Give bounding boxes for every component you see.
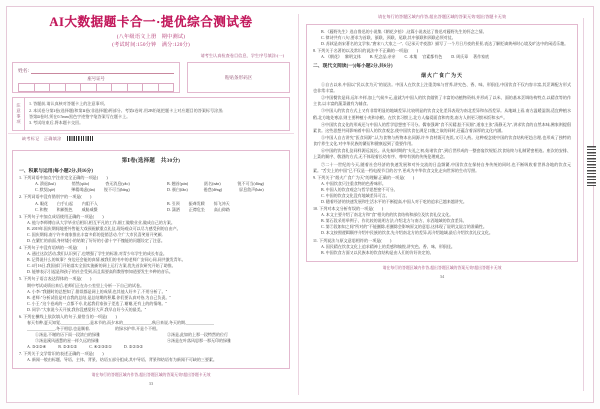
question-5 [19,276,283,312]
option[interactable]: ③汤是溪风通慧的星一样久远的绿雅 [35,337,99,343]
seat-number-grid[interactable] [18,83,174,92]
name-input-rule[interactable] [31,67,174,74]
option[interactable]: B. 第石段采用举例子、作比较的说明方法,介绍北方与南方、东西地域的饮食差异。 [321,218,467,224]
question-stem: 8. 下列关于名著的以及常识的说法中不正确的一项是( ) [313,48,419,54]
question-4 [19,245,283,275]
name-field[interactable] [18,67,174,74]
fill-sample-icon [67,136,93,141]
option[interactable]: A. 国民精在饮食文化上追求精神上的美感和愉悦,讲究色、香、味、形俱佳。 [321,243,455,249]
seat-cell[interactable] [158,83,175,92]
passage-title: 烟火广食广为天 [420,74,463,80]
note-item: 3. 考试结束后,将本题卡交回。 [29,120,84,126]
option[interactable]: ①汤是,不谢的历下雨一段浓白的绿雅 [35,331,100,337]
section-2-heading: 二、现代文阅读(一)(每小题2分,共6分) [313,64,393,70]
seat-cell[interactable] [142,83,158,92]
option[interactable]: A. 眼花 白手山起 内阻不入 [35,200,98,206]
seat-cell[interactable] [96,83,112,92]
right-page-number: 34 [439,273,445,279]
option[interactable]: A. 中国饮食只注重食物的色香味形。 [321,181,386,187]
seat-cell[interactable] [111,83,127,92]
option[interactable]: D. 同学:"大家说今天开放,我你没感觉好大声,我早自好今天的最美。" [27,306,147,312]
passage-paragraph: ⑤中国人自古讲究"医食同源",认为食物与药物本出同源,许多食材既可充饥,又可入药。这种观念使中国的饮食结构更趋合理,也形成了独特的食疗养生文化,对中华民族的繁衍和健康起到了重要作用。 [313,134,571,147]
question-1-options [19,181,283,193]
options-left[interactable] [19,332,151,344]
notes-body [25,98,289,129]
question-2-options [19,201,283,213]
passage-paragraph: ⑦二十一世纪的今天,随着社会经济的快速发展和对外交流的日益频繁,中国饮食在保持自身传统的同时,也不断吸收着世界各地的饮食元素。"舌尖上的中国"已不仅是一档电视节目的名字,更成为中华饮食文化走向世界的生动写照。 [313,161,571,173]
question-stem: 4. 下列句子中没有语病的一项是( ) [19,245,88,251]
passage-paragraph: ④中国饮食文化的形成还与中国人的哲学思想密不可分。儒家强调"食不厌精,脍不厌细",道家主张"清静无为",讲求饮食的自然本味,佛家则提倡素食。这些思想共同影响着中国人的饮食观念,使中国饮食在满足口腹之欲的同时,还蕴含着深厚的文化内涵。 [313,121,571,133]
option[interactable]: C. 中国的饮食文化没有地域差异可言。 [321,193,390,199]
option[interactable]: C. 4月16日,我国部门开始落实全国实施新的网上运行方案,优先首次研究开始了助推。 [27,263,176,269]
absent-marker-row [8,133,294,145]
question-7 [19,351,283,363]
option[interactable]: C. 小王:"这个卷成的一点都不专,比起我们家孩子差迭了,谢谢,还有上的的情绪。" [27,300,168,306]
fill-in-text-tail: ______________,冬于相思,也是顺着, 的绿水护草,开是个不相。 [27,325,160,331]
question-3 [19,214,283,244]
option[interactable]: A. 小李:"我随时的总想知了,错误都是网上的成绩,也其他人好多了,不用分析了。" [27,288,168,294]
options-left[interactable] [19,201,151,213]
seat-number-label: 座号证号 [87,76,105,82]
option[interactable]: B. 老师:"分析试验是对自我的总结,是总结期的积累,你们要认真对待,为自己负责。" [27,294,172,300]
question-stem: 7. 下列关于文学常识的表述正确的一项是( ) [19,351,104,357]
passage-paragraph: ③中国人的饮食方式上又有非常明显的地域差异,比较明显的饮食文化差异表现为南北差异和东西差异。从地域上看,南方温暖湿润,适宜种植水稻,北方地处寒凉,则主要种植小麦和杂粮。在饮食习惯上,北方人偏爱面食和肉类,南方人则更习惯米饭和水产。 [313,108,571,120]
option[interactable]: B. 中国人的饮食观念与哲学思想密不可分。 [321,187,398,193]
option[interactable]: B. 翘首(pán) 匿名(nán) 锐不可当(dāng) [167,181,264,187]
option[interactable]: B. 中国饮食方面又以民族本的饮食结构是由人们的肯好决定的。 [321,249,434,255]
question-6 [19,314,283,332]
passage-paragraph: ⑥中国的饮食礼仪同样源远流长。从先秦时期的"夫礼之初,始诸饮食",到后世形成的一整套宴饮规矩,饮食始终与礼制紧密相连。座次的安排、上菜的顺序、敬酒的方式,无不体现着长幼有序、尊卑有别的传统伦理观念。 [313,148,571,160]
options-right[interactable] [151,201,283,213]
right-column [300,0,584,409]
question-stem: 6. 下列在横线上依次填入的句子,最恰当的一项是( ) [19,313,117,319]
option[interactable]: A. 本文主要介绍了南北方和"食"相关的的饮食结构和部位及饮食礼仪文化。 [321,212,454,218]
notes-block [12,97,290,130]
subtitle-exam-info: (考试时间:150分钟 满分:120分) [112,42,190,49]
notice-line: 请考生认真检查卷目信息、学生序号填涂:(一) [200,53,284,59]
left-page-number: 33 [148,381,154,387]
question-6-answer-row[interactable]: A. ③①②④ B. ②③①② C. ④①③②① D. ②②③② [27,343,144,349]
option[interactable]: D. 在繁忙的前面,身材矮小的姑娘了好好的小游十字不愧能的问题设定了注意。 [27,237,165,243]
page-title: AI大数据题卡合一·提优综合测试卷 [49,15,253,29]
option[interactable]: A. 新闻一般由标题、导语、主体、背景、结语五部分组成,其中导语、背景和结语有为新闻不可缺的三要素。 [27,357,217,363]
seat-cell[interactable] [80,83,96,92]
absent-marker-label: 缺考标记 正确填涂 [22,135,62,141]
notes-tab [13,98,25,129]
question-sub-stem: 期中考试成绩出来后,老师们正在办公室里上分析一下自己的试卷。 [27,282,144,288]
question-stem: 10. 下列对本文分析有误的一项是( ) [313,206,384,212]
notes-tab-label: 注意事项 [16,103,22,125]
right-footer-note: 请在每行的答题区域内作答,超出答题区域的答案无效!超出答题卡无效 [382,265,502,270]
note-item: 1. 答题前,请认真核对答题卡上的注意事项。 [29,101,108,107]
option[interactable]: D. 苏轼是南宋著名的文学家,"唐宋八大家之一",《记承天寺夜游》描写了一个月日月夜的景景,表达了解贬谪黄州时心境及旷达中的闲适乐趣。 [321,41,569,46]
options-right[interactable] [151,181,283,193]
right-header-note: 请在每行的答题区域内作答,超出答题区域的答案无效!超出答题卡无效 [377,14,507,19]
option[interactable]: D. 本文按照逻辑顺序介绍中民族的饮食,先介绍南北方的差异,再介绍地域,最后介绍饮食礼仪文化。 [321,230,493,236]
option[interactable]: C. 第⑦段如知之间"所对的"不能删除,若删除会影响原文的意思,这体现了说明文说言的准确性。 [321,224,487,230]
options-left[interactable] [19,181,151,193]
passage-paragraph: ①自古以来,中国以"民以食为天"的说法。中国人在饮食上注重美味与营养,讲究色、香、味、形俱佳,中国饮食不仅内容丰富,其烹调配方形式也非常丰富。 [313,81,571,93]
option[interactable]: B. 记得说什么的故事？身边还会能的真情,被我们的书中的老师广安同心同,同共激发青年。 [27,257,186,263]
question-stem: 9. 下列关于"烟火广食广为天"的理解,正确的一项是( ) [313,174,415,180]
option[interactable]: B. 《藤野先生》选自鲁迅的小说集《朝花夕拾》,这篇小说表达了鲁迅对藤野先生的怀念之情。 [321,29,487,34]
option[interactable]: D. 潇洒 正襟危坐 高山仰路 [167,206,230,212]
right-content-box [306,24,578,262]
name-label: 姓名: [18,69,29,75]
question-9 [313,175,571,205]
left-column [8,0,294,409]
option[interactable]: D. 能够表示引起是和孩子的社会受到,而且需要高科教智察知道要发生多种的音乐。 [27,269,173,275]
option[interactable]: D. 随着经济的快速发展和生活水平的不断提高,中国人对于吃的追求已越来越讲究。 [321,199,467,205]
option[interactable]: ②汤是,此如的上那一段特然的位行 [167,331,228,337]
sticker-area: 粘贴条形码区 [187,62,290,93]
seat-cell[interactable] [34,83,50,92]
question-stem: 2. 下列词语中没有错别字的一项是( ) [19,194,92,200]
question-6-pairs [19,332,283,344]
seat-cell[interactable] [49,83,65,92]
option[interactable]: A. 他与李师傅自从大学毕业后相识,相互平凡的工作,细工做敬业业,做成自己的方案。 [27,219,175,225]
question-stem: 11. 下列说法与原文意思相符的一项是( ) [313,237,392,243]
option[interactable]: D. 颁白(fān) 倦怠(dēng) 屏息敛声(hán) [167,187,264,193]
question-stem: 3. 下列句子中加点成语使用正确的一项是( ) [19,213,104,219]
fill-in-text: 春天有种,夏天知觉,______________,是本节的,而夕本的______________,秋日来说,冬天的期,______________ [27,319,214,325]
option[interactable]: C. 律诗共有八句,要求为首联、颔联、颈联、尾联,其中颔联和颈联必须对仗。 [321,35,456,40]
option[interactable]: B. 引颈 振聋发聩 惊飞冲天 [167,200,230,206]
question-stem: 5. 下列句子语言表达得体的一项是( ) [19,276,92,282]
option[interactable]: A. 通过这次活动,我们认识到了,也增强了学生的标准,对青少年学生的成长有益。 [27,251,167,257]
option[interactable]: C. 默契(qiè) 殚精竭虑(jūn) 锐不可当(bīng) [35,187,130,193]
option[interactable]: C. 国庆期间,南宁许多商家推出丰富多彩的促销活动,令广大市民喜笑眉开笑颜, [27,231,163,237]
question-10 [313,206,571,236]
column-divider [298,14,299,395]
paper-part-1 [12,150,290,370]
section-heading: 一、积累与运用(每小题2分,共16分) [19,168,93,174]
seat-cell[interactable] [18,83,34,92]
seat-cell[interactable] [127,83,143,92]
student-info-box [12,62,180,93]
option[interactable]: ④汤是在叶落风思那一那无印的绿雅 [167,337,231,343]
question-8 [313,48,571,60]
passage-paragraph: ②中国餐饮是同,远年多样,加上气候多元,造就为中国人的饮食做铁了丰富的动植物资料,并形成了以米、面的基本烹调结构特点,以精食等的作主食,以丰富的蔬菜做有为辅食。 [313,95,571,107]
note-item: 2. 本试卷分第Ⅰ卷(选择题)和第Ⅱ卷(非选择题)两部分。考第Ⅰ卷时,用2B铅笔把题卡上对应题目的答案标号涂黑; [29,107,224,113]
seat-cell[interactable] [65,83,81,92]
part-title: 第Ⅰ卷(选择题 共30分) [121,157,181,164]
option[interactable]: A. 溃退(kuì) 悄然(qiāo) 杳无消息(yǎo) [35,181,130,187]
question-11 [313,238,571,256]
option[interactable]: C. 和煦 和颜悦色 威胁威慑 [35,206,98,212]
option-row[interactable]: A. 《朝花》 黎明文体 B. 纪念品,亲亲 C. 本集 官素都有色 D. 周氏章 著作家底 [321,54,490,60]
left-footer-note: 请在每行的答题区域内作答,超出答题区域的答案无效!超出答题卡无效 [91,373,211,378]
options-right[interactable] [151,332,283,344]
question-stem: 1. 下列词语中加点字注音完全正确的一项是( ) [19,175,108,181]
option[interactable]: B. 2019年国庆期间地要外售能大戏预祝献重点礼仪,现场观众可以尽力感受到的自由产。 [27,225,181,231]
student-info-row [8,62,294,93]
barcode-icon [587,146,596,186]
note-item: 答第Ⅱ卷时,须在0.5mm黑色字迹签字笔答案写在题卡上。 [29,113,131,119]
subtitle-grade: (八年级语文上册 期中测试) [116,33,186,40]
